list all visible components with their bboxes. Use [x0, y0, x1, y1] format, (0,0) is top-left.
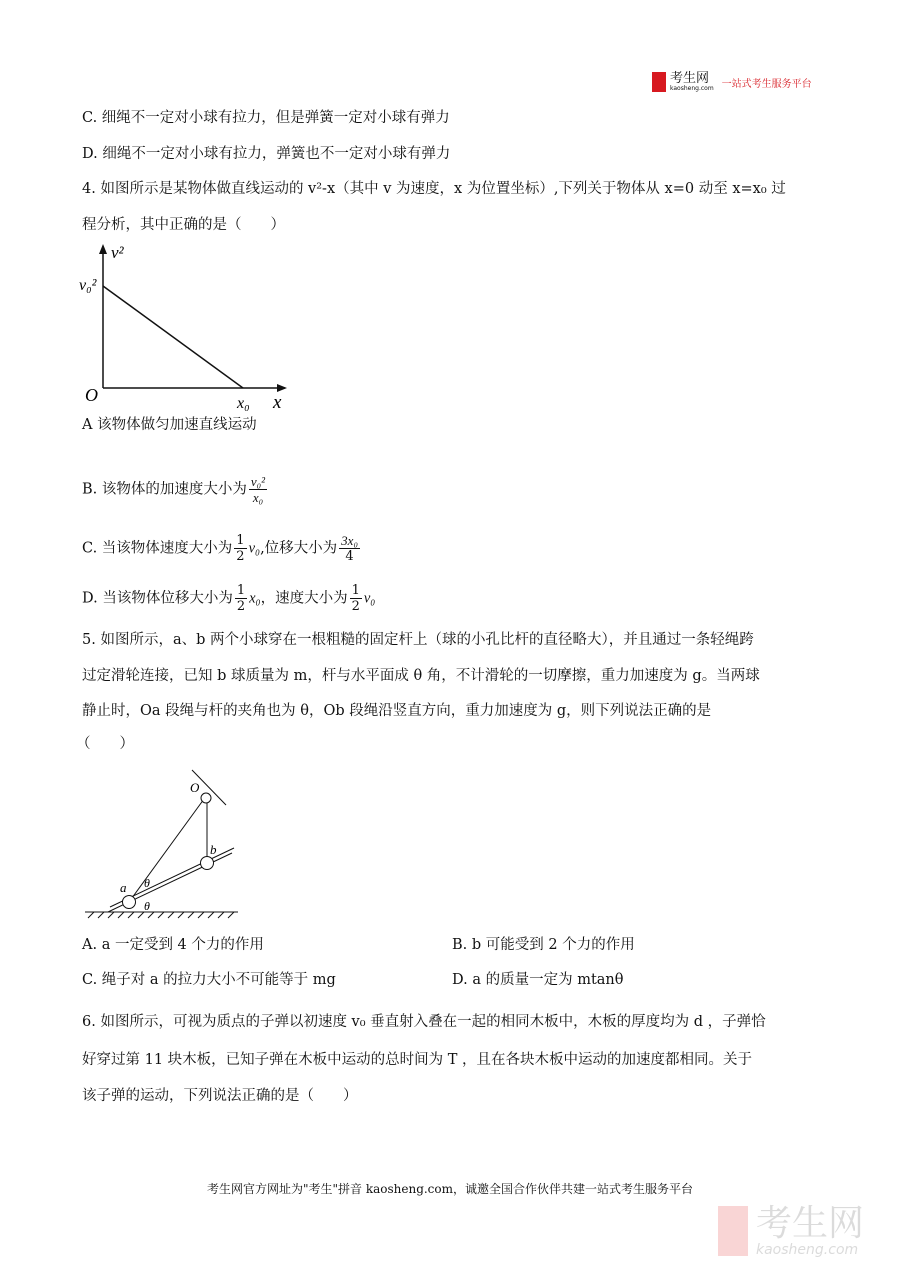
- q5-option-d: D. a 的质量一定为 mtanθ: [452, 972, 624, 988]
- q5-stem-1: 5. 如图所示，a、b 两个小球穿在一根粗糙的固定杆上（球的小孔比杆的直径略大），并且通过一条轻绳跨: [82, 632, 754, 648]
- pulley-icon: [201, 793, 211, 803]
- ball-a: [123, 896, 136, 909]
- q3-option-d: D. 细绳不一定对小球有拉力，弹簧也不一定对小球有弹力: [82, 146, 451, 162]
- q6-stem-2: 好穿过第 11 块木板，已知子弹在木板中运动的总时间为 T ，且在各块木板中运动的加速度都相同。关于: [82, 1052, 753, 1068]
- x-label: x: [273, 392, 282, 413]
- ground-hatch: [88, 912, 234, 918]
- logo-icon: [652, 72, 666, 92]
- q6-stem-1: 6. 如图所示，可视为质点的子弹以初速度 v₀ 垂直射入叠在一起的相同木板中，木板的厚度均为 d ，子弹恰: [82, 1014, 766, 1030]
- x0-label: x₀: [237, 395, 250, 412]
- q5-stem-2: 过定滑轮连接，已知 b 球质量为 m，杆与水平面成 θ 角，不计滑轮的一切摩擦，重力加速度为 g。当两球: [82, 668, 760, 684]
- q4-stem-1: 4. 如图所示是某物体做直线运动的 v²-x（其中 v 为速度，x 为位置坐标）,下列关于物体从 x=0 动至 x=x₀ 过: [82, 181, 786, 197]
- rope-oa: [129, 799, 204, 902]
- svg-text:b: b: [210, 842, 217, 857]
- header-logo: [652, 72, 812, 92]
- y-arrow-icon: [99, 244, 107, 254]
- svg-text:θ: θ: [144, 899, 150, 913]
- logo-slogan: 一站式考生服务平台: [721, 78, 812, 90]
- q5-option-a: A. a 一定受到 4 个力的作用: [82, 937, 264, 953]
- q5-option-b: B. b 可能受到 2 个力的作用: [452, 937, 635, 953]
- logo-brand: 考生网: [670, 71, 710, 86]
- q4-option-d: D. 当该物体位移大小为 $\frac{1}{2}$ x₀，速度大小为 $\frac{1}{2}$ v₀: [82, 583, 376, 614]
- origin-label: O: [85, 385, 98, 405]
- logo-domain: kaosheng.com: [670, 85, 714, 92]
- x-arrow-icon: [277, 384, 287, 392]
- q4-stem-2: 程分析，其中正确的是（ ）: [82, 217, 285, 233]
- fraction: $\frac{\text{v₀²}}{\text{x₀}}$: [250, 474, 266, 505]
- y0-label: v₀²: [79, 277, 97, 294]
- y-label: v²: [111, 243, 124, 262]
- q4-option-a: A 该物体做匀加速直线运动: [82, 417, 257, 433]
- footer-text: 考生网官方网址为"考生"拼音 kaosheng.com，诚邀全国合作伙伴共建一站式考生服务平台: [206, 1182, 694, 1196]
- q5-figure: [80, 765, 245, 925]
- q4-graph: [75, 238, 295, 413]
- q6-stem-3: 该子弹的运动，下列说法正确的是（ ）: [82, 1088, 358, 1104]
- q4-option-b: B. 该物体的加速度大小为 $\frac{\text{v₀²}}{\text{x₀}}$: [82, 474, 266, 505]
- q4-option-c: C. 当该物体速度大小为 $\frac{1}{2}$ v₀,位移大小为 $\frac{\text{3x₀}}{4}$: [82, 533, 358, 564]
- graph-line: [103, 286, 243, 388]
- q5-stem-4: （ ）: [76, 736, 134, 752]
- ball-b: [201, 857, 214, 870]
- q5-option-c: C. 绳子对 a 的拉力大小不可能等于 mg: [82, 972, 336, 988]
- svg-text:O: O: [190, 780, 200, 795]
- watermark-logo-icon: [718, 1206, 748, 1256]
- q3-option-c: C. 细绳不一定对小球有拉力，但是弹簧一定对小球有弹力: [82, 110, 450, 126]
- svg-text:a: a: [120, 880, 127, 895]
- q5-stem-3: 静止时，Oa 段绳与杆的夹角也为 θ，Ob 段绳沿竖直方向，重力加速度为 g，则下列说法正确的是: [82, 703, 712, 719]
- watermark: 考生网 kaosheng.com: [718, 1205, 864, 1257]
- svg-text:θ: θ: [144, 876, 150, 890]
